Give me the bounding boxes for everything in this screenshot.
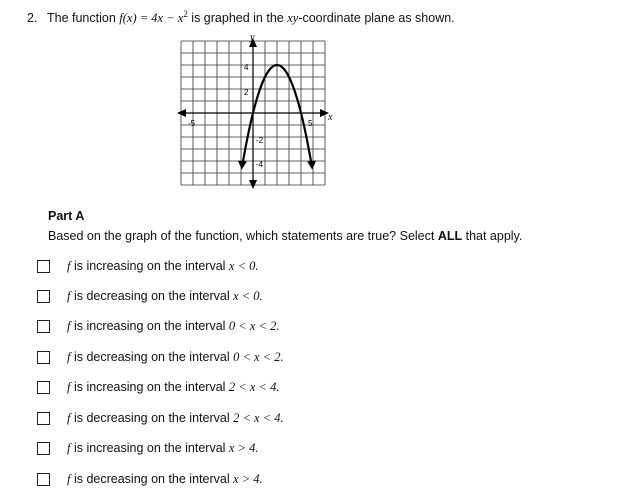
option-4[interactable]: [37, 349, 284, 365]
function-graph: [177, 35, 337, 190]
option-6-interval: 2 < x < 4.: [233, 410, 284, 425]
option-8[interactable]: [37, 471, 263, 487]
prompt-text-before: Based on the graph of the function, which statements are true? Select: [48, 229, 438, 243]
option-5[interactable]: [37, 379, 279, 395]
option-8-label: [67, 472, 263, 487]
option-3-label: [67, 319, 279, 334]
option-3-checkbox[interactable]: [37, 320, 50, 333]
part-a-prompt: [48, 229, 522, 243]
x-tick-label-neg5: -5: [188, 119, 196, 128]
option-5-text: is increasing on the interval: [70, 379, 229, 394]
prompt-text-bold: ALL: [437, 229, 463, 243]
plane-variables: xy: [287, 11, 299, 26]
option-6-f: f: [67, 410, 71, 425]
x-axis-arrow-left: [177, 109, 186, 117]
option-2-text: is decreasing on the interval: [70, 288, 234, 303]
y-axis-arrow-down: [249, 180, 257, 189]
option-3-interval: 0 < x < 2.: [228, 318, 280, 333]
option-7-checkbox[interactable]: [37, 442, 50, 455]
curve-arrow-left: [238, 161, 247, 170]
option-3-f: f: [67, 318, 71, 333]
option-7-text: is increasing on the interval: [70, 440, 229, 455]
option-4-label: [67, 350, 284, 365]
function-expression: [119, 11, 188, 25]
question-text-mid: is graphed in the: [187, 11, 288, 26]
option-6-text: is decreasing on the interval: [70, 410, 234, 425]
question-text-intro: The function: [47, 11, 120, 26]
option-4-f: f: [67, 349, 71, 364]
part-a-heading: Part A: [48, 209, 85, 223]
y-tick-label-2: 2: [244, 88, 249, 97]
option-7-interval: x > 4.: [228, 440, 259, 455]
y-axis-label: y: [250, 35, 255, 43]
option-8-interval: x > 4.: [233, 471, 263, 486]
option-2-f: f: [67, 288, 71, 303]
option-5-label: [67, 380, 279, 395]
function-exponent: 2: [183, 9, 188, 19]
x-axis-label: x: [328, 112, 333, 123]
option-3-text: is increasing on the interval: [70, 318, 229, 333]
y-tick-label-4: 4: [244, 63, 249, 72]
option-1-checkbox[interactable]: [37, 260, 50, 273]
prompt-text-after: that apply.: [462, 229, 523, 243]
option-5-checkbox[interactable]: [37, 381, 50, 394]
option-4-text: is decreasing on the interval: [70, 349, 234, 364]
option-2-interval: x < 0.: [233, 288, 263, 303]
option-8-text: is decreasing on the interval: [70, 471, 234, 486]
option-7-label: [67, 441, 259, 456]
option-1[interactable]: [37, 258, 259, 274]
question-text-end: -coordinate plane as shown.: [298, 11, 455, 26]
x-tick-label-5: 5: [308, 119, 313, 128]
y-tick-label-neg4: -4: [256, 160, 264, 169]
option-5-interval: 2 < x < 4.: [228, 379, 280, 394]
option-2-label: [67, 289, 263, 304]
option-1-text: is increasing on the interval: [70, 258, 229, 273]
option-1-label: [67, 259, 259, 274]
option-6-checkbox[interactable]: [37, 412, 50, 425]
option-8-checkbox[interactable]: [37, 473, 50, 486]
curve-arrow-right: [307, 161, 316, 170]
function-expression-text: f(x) = 4x − x: [119, 11, 184, 26]
option-4-interval: 0 < x < 2.: [233, 349, 284, 364]
question-number: 2.: [27, 11, 38, 26]
option-2[interactable]: [37, 288, 263, 304]
option-8-f: f: [67, 471, 71, 486]
y-tick-label-neg2: -2: [256, 136, 264, 145]
option-6-label: [67, 411, 284, 426]
option-4-checkbox[interactable]: [37, 351, 50, 364]
option-1-interval: x < 0.: [228, 258, 259, 273]
option-6[interactable]: [37, 410, 284, 426]
option-7-f: f: [67, 440, 71, 455]
option-3[interactable]: [37, 318, 279, 334]
option-2-checkbox[interactable]: [37, 290, 50, 303]
question-stem: [27, 9, 455, 26]
option-5-f: f: [67, 379, 71, 394]
option-7[interactable]: [37, 440, 259, 456]
option-1-f: f: [67, 258, 71, 273]
